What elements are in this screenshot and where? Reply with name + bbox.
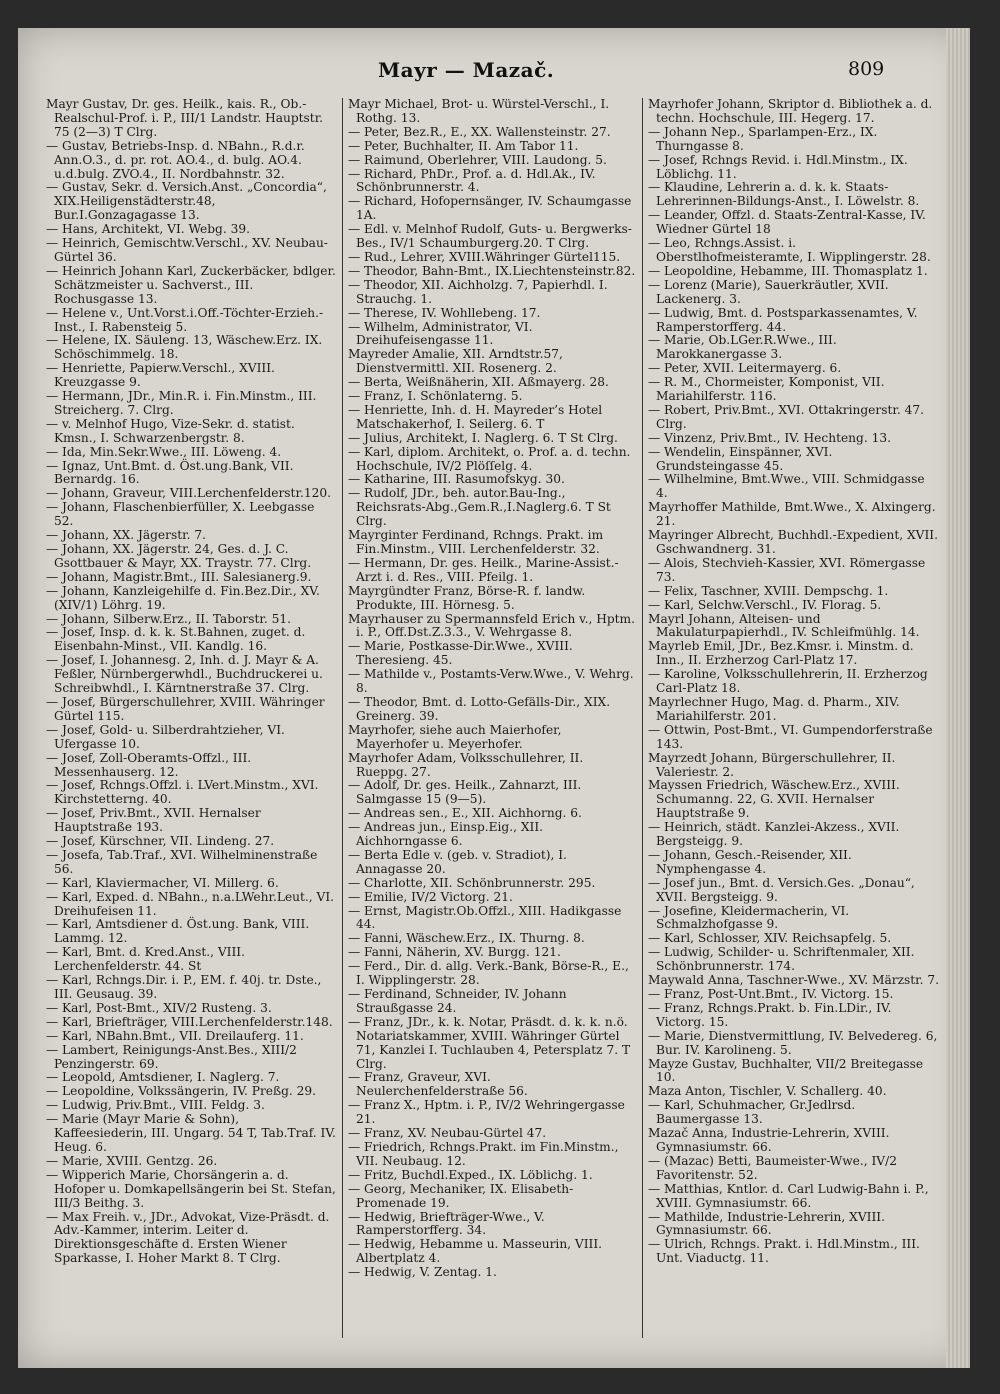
directory-entry: — Wilhelm, Administrator, VI. Dreihufeisengasse 11. [348,319,533,348]
directory-entry: — Josef, Gold- u. Silberdrahtzieher, VI. Ufergasse 10. [46,722,285,751]
directory-entry: — Katharine, III. Rasumofskyg. 30. [348,472,565,487]
directory-entry: — Andreas jun., Einsp.Eig., XII. Aichhorngasse 6. [348,820,544,849]
directory-entry: — Emilie, IV/2 Victorg. 21. [348,889,513,904]
directory-entry: — Johann, Flaschenbierfüller, X. Leebgasse 52. [46,500,315,529]
directory-entry: — Leopoldine, Hebamme, III. Thomasplatz 1. [648,263,928,278]
directory-entry: — Franz X., Hptm. i. P., IV/2 Wehringergasse 21. [348,1098,625,1127]
directory-entry: — Mathilde v., Postamts-Verw.Wwe., V. Wehrg. 8. [348,667,634,696]
directory-entry: — Fritz, Buchdl.Exped., IX. Löblichg. 1. [348,1167,593,1182]
directory-entry: — Peter, Bez.R., E., XX. Wallensteinstr. 27. [348,124,611,139]
directory-entry: — Ludwig, Schilder- u. Schriftenmaler, XII. Schönbrunnerstr. 174. [648,945,915,974]
directory-entry: — Fanni, Wäschew.Erz., IX. Thurng. 8. [348,931,585,946]
directory-entry: — Josef, Rchngs.Offzl. i. LVert.Minstm., XVI. Kirchstetterng. 40. [46,778,319,807]
directory-entry: Mayrhofer Johann, Skriptor d. Bibliothek a. d. techn. Hochschule, III. Hegerg. 17. [648,98,933,125]
directory-entry: — Adolf, Dr. ges. Heilk., Zahnarzt, III. Salmgasse 15 (9—5). [348,778,582,807]
directory-entry: — Karl, Schlosser, XIV. Reichsapfelg. 5. [648,931,892,946]
directory-entry: Maywald Anna, Taschner-Wwe., XV. Märzstr. 7. [648,973,940,988]
directory-entry: — Franz, XV. Neubau-Gürtel 47. [348,1126,547,1141]
page-number: 809 [848,58,885,80]
columns [46,98,946,1348]
directory-entry: — Gustav, Betriebs-Insp. d. NBahn., R.d.r. Ann.O.3., d. pr. rot. AO.4., d. bulg. AO.4. u.d.bulg. ZVO.4., II. Nordbahnstr. 32. [46,138,305,181]
directory-entry: — Henriette, Inh. d. H. Mayreder’s Hotel Matschakerhof, I. Seilerg. 6. T [348,402,603,431]
directory-entry: — Wipperich Marie, Chorsängerin a. d. Hofoper u. Domkapellsängerin bei St. Stefan, III/3 Beithg. 3. [46,1167,336,1210]
directory-entry: — Marie, XVIII. Gentzg. 26. [46,1153,218,1168]
directory-entry: — Wilhelmine, Bmt.Wwe., VIII. Schmidgasse 4. [648,472,925,501]
directory-entry: — Ludwig, Priv.Bmt., VIII. Feldg. 3. [46,1098,265,1113]
column-rule [642,98,643,1338]
directory-entry: — Georg, Mechaniker, IX. Elisabeth-Promenade 19. [348,1181,574,1210]
directory-entry: — Karoline, Volksschullehrerin, II. Erzherzog Carl-Platz 18. [648,667,928,696]
directory-entry: — Ulrich, Rchngs. Prakt. i. Hdl.Minstm., III. Unt. Viaductg. 11. [648,1237,920,1266]
directory-entry: — Johann, Magistr.Bmt., III. Salesianerg.9. [46,569,312,584]
directory-entry: — Wendelin, Einspänner, XVI. Grundsteingasse 45. [648,444,833,473]
directory-entry: — Hermann, Dr. ges. Heilk., Marine-Assist.-Arzt i. d. Res., VIII. Pfeilg. 1. [348,555,619,584]
directory-entry: — Josef, Rchngs Revid. i. Hdl.Minstm., IX. Löblichg. 11. [648,152,908,181]
directory-entry: — Ottwin, Post-Bmt., VI. Gumpendorferstraße 143. [648,722,933,751]
directory-entry: — Josef, Zoll-Oberamts-Offzl., III. Messenhauserg. 12. [46,750,252,779]
directory-entry: — Marie, Dienstvermittlung, IV. Belvedereg. 6, Bur. IV. Karolineng. 5. [648,1028,938,1057]
directory-entry: — Lorenz (Marie), Sauerkräutler, XVII. Lackenerg. 3. [648,277,889,306]
directory-entry: — Ludwig, Bmt. d. Postsparkassenamtes, V. Ramperstorfferg. 44. [648,305,918,334]
directory-entry: Mayrhoffer Mathilde, Bmt.Wwe., X. Alxingerg. 21. [648,500,936,529]
directory-entry: — Johann, Gesch.-Reisender, XII. Nymphengasse 4. [648,847,852,876]
directory-entry: Mayrlechner Hugo, Mag. d. Pharm., XIV. Mariahilferstr. 201. [648,694,900,723]
directory-entry: — Johann, Kanzleigehilfe d. Fin.Bez.Dir., XV. (XIV/1) Löhrg. 19. [46,583,320,612]
directory-entry: — Theodor, Bahn-Bmt., IX.Liechtensteinstr.82. [348,263,636,278]
column-2 [348,98,636,1348]
directory-entry: — Mathilde, Industrie-Lehrerin, XVIII. Gymnasiumstr. 66. [648,1209,885,1238]
directory-entry: Mayrleb Emil, JDr., Bez.Kmsr. i. Minstm. d. Inn., II. Erzherzog Carl-Platz 17. [648,639,914,668]
directory-entry: — Heinrich, städt. Kanzlei-Akzess., XVII. Bergsteigg. 9. [648,820,900,849]
directory-entry: — Karl, Klaviermacher, VI. Millerg. 6. [46,875,279,890]
directory-entry: — Rud., Lehrer, XVIII.Währinger Gürtel115. [348,249,621,264]
directory-entry: — Andreas sen., E., XII. Aichhorng. 6. [348,806,582,821]
directory-entry: — Karl, Rchngs.Dir. i. P., EM. f. 40j. tr. Dste., III. Geusaug. 39. [46,973,322,1001]
directory-entry: — Hedwig, Briefträger-Wwe., V. Ramperstorfferg. 34. [348,1209,545,1238]
directory-entry: — Ignaz, Unt.Bmt. d. Öst.ung.Bank, VII. Bernardg. 16. [46,458,294,487]
directory-entry: — Alois, Stechvieh-Kassier, XVI. Römergasse 73. [648,555,926,584]
directory-entry: — Peter, XVII. Leitermayerg. 6. [648,361,842,376]
directory-entry: — Felix, Taschner, XVIII. Dempschg. 1. [648,583,889,598]
page-header [18,58,948,98]
directory-entry: Maza Anton, Tischler, V. Schallerg. 40. [648,1084,887,1099]
directory-entry: — Karl, diplom. Architekt, o. Prof. a. d. techn. Hochschule, IV/2 Plöſſelg. 4. [348,444,631,473]
directory-entry: — Edl. v. Melnhof Rudolf, Guts- u. Bergwerks-Bes., IV/1 Schaumburgerg.20. T Clrg. [348,222,632,251]
directory-entry: Mayr Gustav, Dr. ges. Heilk., kais. R., Ob.-Realschul-Prof. i. P., III/1 Landstr. Hauptstr. 75 (2—3) T Clrg. [46,98,324,139]
directory-entry: — Karl, NBahn.Bmt., VII. Dreilauferg. 11. [46,1028,304,1043]
directory-entry: — Johann, XX. Jägerstr. 24, Ges. d. J. C. Gsottbauer & Mayr, XX. Traystr. 77. Clrg. [46,542,312,570]
directory-entry: — Ferdinand, Schneider, IV. Johann Straußgasse 24. [348,987,567,1015]
column-1 [46,98,336,1348]
directory-entry: — Josef, Priv.Bmt., XVII. Hernalser Hauptstraße 193. [46,806,261,835]
directory-entry: — Lambert, Reinigungs-Anst.Bes., XIII/2 Penzingerstr. 69. [46,1042,297,1071]
directory-entry: — Karl, Post-Bmt., XIV/2 Rusteng. 3. [46,1000,272,1015]
directory-entry: — Klaudine, Lehrerin a. d. k. k. Staats-Lehrerinnen-Bildungs-Anst., I. Löwelstr. 8. [648,180,920,209]
directory-entry: — Karl, Amtsdiener d. Öst.ung. Bank, VIII. Lammg. 12. [46,917,310,946]
directory-entry: Mayr Michael, Brot- u. Würstel-Verschl., I. Rothg. 13. [348,98,610,125]
directory-entry: — Johann, Graveur, VIII.Lerchenfelderstr.120. [46,486,331,501]
directory-entry: — Josef jun., Bmt. d. Versich.Ges. „Donau“, XVII. Bergsteigg. 9. [648,875,915,904]
directory-entry: — Matthias, Kntlor. d. Carl Ludwig-Bahn i. P., XVIII. Gymnasiumstr. 66. [648,1181,929,1210]
directory-entry: Mayringer Albrecht, Buchhdl.-Expedient, XVII. Gschwandnerg. 31. [648,528,938,556]
directory-entry: — Rudolf, JDr., beh. autor.Bau-Ing., Reichsrats-Abg.,Gem.R.,I.Naglerg.6. T St Clrg. [348,486,611,529]
directory-entry: — Berta Edle v. (geb. v. Stradiot), I. Annagasse 20. [348,847,567,876]
directory-entry: — Karl, Briefträger, VIII.Lerchenfelderstr.148. [46,1014,333,1029]
directory-entry: — Leo, Rchngs.Assist. i. Oberstlhofmeisteramte, I. Wipplingerstr. 28. [648,236,931,264]
directory-entry: — Johann, Silberw.Erz., II. Taborstr. 51. [46,611,292,626]
directory-entry: — Therese, IV. Wohllebeng. 17. [348,305,541,320]
directory-entry: — R. M., Chormeister, Komponist, VII. Mariahilferstr. 116. [648,375,885,404]
directory-entry: Mayrgündter Franz, Börse-R. f. landw. Produkte, III. Hörnesg. 5. [348,583,586,612]
directory-entry: — Julius, Architekt, I. Naglerg. 6. T St Clrg. [348,430,618,445]
directory-entry: — Henriette, Papierw.Verschl., XVIII. Kreuzgasse 9. [46,361,275,390]
directory-page [18,28,970,1368]
directory-entry: — Hermann, JDr., Min.R. i. Fin.Minstm., III. Streicherg. 7. Clrg. [46,389,317,417]
directory-entry: — Raimund, Oberlehrer, VIII. Laudong. 5. [348,152,607,167]
directory-entry: — Josef, Bürgerschullehrer, XVIII. Währinger Gürtel 115. [46,694,325,723]
directory-entry: Mayrginter Ferdinand, Rchngs. Prakt. im Fin.Minstm., VIII. Lerchenfelderstr. 32. [348,528,604,556]
directory-entry: — Marie (Mayr Marie & Sohn), Kaffeesiederin, III. Ungarg. 54 T, Tab.Traf. IV. Heug. 6. [46,1112,336,1154]
directory-entry: — Josef, Insp. d. k. k. St.Bahnen, zuget. d. Eisenbahn-Minst., VII. Kandlg. 16. [46,625,306,654]
directory-entry: — Franz, Graveur, XVI. Neulerchenfelderstraße 56. [348,1070,528,1099]
directory-entry: Mayrhauser zu Spermannsfeld Erich v., Hptm. i. P., Off.Dst.Z.3.3., V. Wehrgasse 8. [348,611,635,640]
directory-entry: — Leopold, Amtsdiener, I. Naglerg. 7. [46,1070,280,1085]
directory-entry: — Johann Nep., Sparlampen-Erz., IX. Thurngasse 8. [648,124,878,153]
directory-entry: — Peter, Buchhalter, II. Am Tabor 11. [348,138,579,153]
directory-entry: — Heinrich, Gemischtw.Verschl., XV. Neubau-Gürtel 36. [46,236,328,264]
directory-entry: — Theodor, Bmt. d. Lotto-Gefälls-Dir., XIX. Greinerg. 39. [348,694,611,723]
directory-entry: — Marie, Ob.LGer.R.Wwe., III. Marokkanergasse 3. [648,333,837,362]
directory-entry: — Charlotte, XII. Schönbrunnerstr. 295. [348,875,596,890]
directory-entry: — Franz, Rchngs.Prakt. b. Fin.LDir., IV. Victorg. 15. [648,1000,892,1029]
directory-entry: Mayrhofer, siehe auch Maierhofer, Mayerhofer u. Meyerhofer. [348,722,562,751]
directory-entry: — Josef, Kürschner, VII. Lindeng. 27. [46,834,275,849]
directory-entry: — Leopoldine, Volkssängerin, IV. Preßg. 29. [46,1084,317,1099]
directory-entry: — Richard, Hofopernsänger, IV. Schaumgasse 1A. [348,194,632,223]
column-rule [342,98,343,1338]
directory-entry: — Berta, Weißnäherin, XII. Aßmayerg. 28. [348,375,609,390]
directory-entry: Mayrzedt Johann, Bürgerschullehrer, II. Valeriestr. 2. [648,750,896,779]
directory-entry: — Karl, Selchw.Verschl., IV. Florag. 5. [648,597,882,612]
directory-entry: — Ernst, Magistr.Ob.Offzl., XIII. Hadikgasse 44. [348,903,622,932]
directory-entry: Mayrl Johann, Alteisen- und Makulaturpapierhdl., IV. Schleifmühlg. 14. [648,611,920,640]
directory-entry: — (Mazac) Betti, Baumeister-Wwe., IV/2 Favoritenstr. 52. [648,1153,897,1182]
directory-entry: — Johann, XX. Jägerstr. 7. [46,528,206,543]
directory-entry: — Fanni, Näherin, XV. Burgg. 121. [348,945,561,960]
page-edge [946,28,970,1368]
directory-entry: — Franz, Post-Unt.Bmt., IV. Victorg. 15. [648,987,894,1001]
directory-entry: — Karl, Bmt. d. Kred.Anst., VIII. Lerchenfelderstr. 44. St [46,945,245,974]
directory-entry: — Theodor, XII. Aichholzg. 7, Papierhdl. I. Strauchg. 1. [348,277,608,306]
directory-entry: — Karl, Exped. d. NBahn., n.a.LWehr.Leut., VI. Dreihufeisen 11. [46,889,335,918]
directory-entry: — Leander, Offzl. d. Staats-Zentral-Kasse, IV. Wiedner Gürtel 18 [648,208,926,237]
directory-entry: — Heinrich Johann Karl, Zuckerbäcker, bdlger. Schätzmeister u. Sachverst., III. Rochusgasse 13. [46,263,336,306]
running-title: Mayr — Mazač. [378,58,555,82]
directory-entry: — Josefa, Tab.Traf., XVI. Wilhelminenstraße 56. [46,847,318,876]
directory-entry: Mazač Anna, Industrie-Lehrerin, XVIII. Gymnasiumstr. 66. [648,1126,890,1154]
directory-entry: — Helene, IX. Säuleng. 13, Wäschew.Erz. IX. Schöschimmelg. 18. [46,333,323,362]
directory-entry: — Ida, Min.Sekr.Wwe., III. Löweng. 4. [46,444,282,459]
directory-entry: Mayrhofer Adam, Volksschullehrer, II. Rueppg. 27. [348,750,584,779]
directory-entry: — Max Freih. v., JDr., Advokat, Vize-Präsdt. d. Adv.-Kammer, interim. Leiter d. Direktionsgeschäfte d. Ersten Wiener Sparkasse, I. Hoher Markt 8. T Clrg. [46,1209,330,1266]
directory-entry: — Karl, Schuhmacher, Gr.Jedlrsd. Baumergasse 13. [648,1098,856,1127]
directory-entry: Mayze Gustav, Buchhalter, VII/2 Breitegasse 10. [648,1056,924,1085]
directory-entry: — Robert, Priv.Bmt., XVI. Ottakringerstr. 47. Clrg. [648,402,924,431]
directory-entry: — v. Melnhof Hugo, Vize-Sekr. d. statist. Kmsn., I. Schwarzenbergstr. 8. [46,416,295,445]
directory-entry: — Hedwig, Hebamme u. Masseurin, VIII. Albertplatz 4. [348,1237,603,1266]
directory-entry: Mayreder Amalie, XII. Arndtstr.57, Dienstvermittl. XII. Rosenerg. 2. [348,347,563,376]
directory-entry: — Franz, JDr., k. k. Notar, Präsdt. d. k. k. n.ö. Notariatskammer, XVIII. Währinger Gürtel 71, Kanzlei I. Tuchlauben 4, Petersplatz 7. T Clrg. [348,1014,631,1071]
directory-entry: — Ferd., Dir. d. allg. Verk.-Bank, Börse-R., E., I. Wipplingerstr. 28. [348,959,629,988]
directory-entry: — Josef, I. Johannesg. 2, Inh. d. J. Mayr & A. Feßler, Nürnbergerwhdl., Buchdruckerei u. Schreibwhdl., I. Kärntnerstraße 37. Clrg. [46,653,323,696]
directory-entry: — Vinzenz, Priv.Bmt., IV. Hechteng. 13. [648,430,891,445]
directory-entry: — Richard, PhDr., Prof. a. d. Hdl.Ak., IV. Schönbrunnerstr. 4. [348,166,596,195]
directory-entry: Mayssen Friedrich, Wäschew.Erz., XVIII. Schumanng. 22, G. XVII. Hernalser Hauptstraße 9. [648,778,900,821]
directory-entry: — Hans, Architekt, VI. Webg. 39. [46,222,250,237]
directory-entry: — Hedwig, V. Zentag. 1. [348,1265,497,1280]
column-3 [648,98,940,1348]
directory-entry: — Franz, I. Schönlaterng. 5. [348,389,523,404]
directory-entry: — Marie, Postkasse-Dir.Wwe., XVIII. Theresieng. 45. [348,639,573,668]
directory-entry: — Helene v., Unt.Vorst.i.Off.-Töchter-Erzieh.-Inst., I. Rabensteig 5. [46,305,324,334]
directory-entry: — Josefine, Kleidermacherin, VI. Schmalzhofgasse 9. [648,903,850,932]
directory-entry: — Friedrich, Rchngs.Prakt. im Fin.Minstm., VII. Neubaug. 12. [348,1139,619,1168]
directory-entry: — Gustav, Sekr. d. Versich.Anst. „Concordia“, XIX.Heiligenstädterstr.48, Bur.I.Gonzagagasse 13. [46,180,327,223]
